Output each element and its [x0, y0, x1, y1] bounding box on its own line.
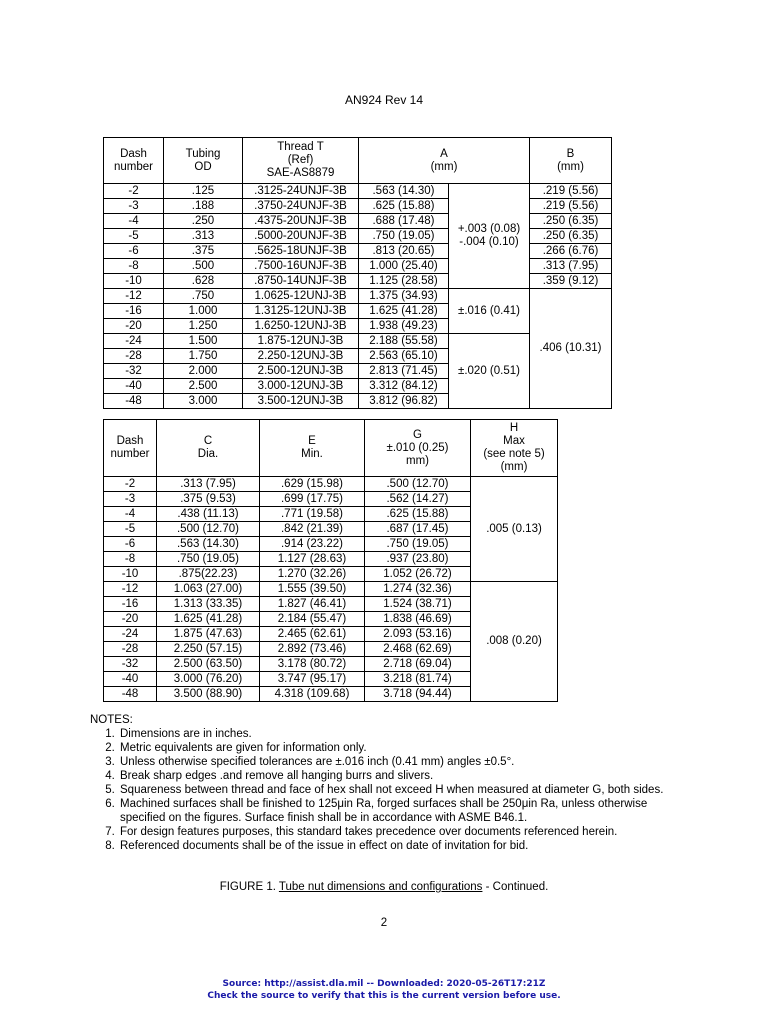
cell-thread: .4375-20UNJF-3B	[243, 214, 359, 229]
cell-tubing-od: .250	[164, 214, 243, 229]
cell-thread: .3125-24UNJF-3B	[243, 184, 359, 199]
dimensions-table-2	[103, 419, 558, 702]
cell-thread: .7500-16UNJF-3B	[243, 259, 359, 274]
header-text: Dash number	[114, 147, 153, 173]
cell-tubing-od: .750	[164, 289, 243, 304]
table-row	[104, 477, 558, 492]
table-row	[104, 582, 558, 597]
cell-dash-number: -32	[104, 657, 157, 672]
cell-g: 3.718 (94.44)	[365, 687, 471, 702]
cell-dash-number: -2	[104, 184, 164, 199]
table-row	[104, 184, 612, 199]
note-item: 2. Metric equivalents are given for information only.	[118, 741, 690, 755]
note-item: 5. Squareness between thread and face of hex shall not exceed H when measured at diameter G, both sides.	[118, 783, 690, 797]
cell-c-dia: 2.250 (57.15)	[157, 642, 260, 657]
cell-dash-number: -6	[104, 537, 157, 552]
table-row	[104, 274, 612, 289]
figure-caption	[0, 881, 768, 893]
cell-e-min: .914 (23.22)	[260, 537, 365, 552]
cell-c-dia: 3.000 (76.20)	[157, 672, 260, 687]
cell-g: .562 (14.27)	[365, 492, 471, 507]
page-number: 2	[380, 917, 388, 929]
cell-g: 2.468 (62.69)	[365, 642, 471, 657]
note-item: 6. Machined surfaces shall be finished to 125μin Ra, forged surfaces shall be 250μin Ra, unless otherwise specified on the figures. Surface finish shall be in accordance with ASME B46.1.	[118, 797, 690, 825]
cell-dash-number: -32	[104, 364, 164, 379]
cell-e-min: 1.555 (39.50)	[260, 582, 365, 597]
cell-thread: .3750-24UNJF-3B	[243, 199, 359, 214]
document-title: AN924 Rev 14	[344, 93, 424, 107]
caption-prefix: FIGURE 1.	[219, 881, 279, 893]
cell-dash-number: -6	[104, 244, 164, 259]
cell-a-tolerance: ±.016 (0.41)	[449, 289, 530, 334]
cell-tubing-od: 1.000	[164, 304, 243, 319]
cell-dash-number: -8	[104, 259, 164, 274]
header-text: A (mm)	[430, 147, 458, 173]
notes-section	[90, 713, 690, 853]
cell-dash-number: -5	[104, 229, 164, 244]
note-item: 4. Break sharp edges .and remove all hanging burrs and slivers.	[118, 769, 690, 783]
header-b	[530, 138, 612, 184]
cell-g: 1.274 (32.36)	[365, 582, 471, 597]
cell-c-dia: .313 (7.95)	[157, 477, 260, 492]
cell-tubing-od: .628	[164, 274, 243, 289]
cell-c-dia: .500 (12.70)	[157, 522, 260, 537]
note-item: 8. Referenced documents shall be of the issue in effect on date of invitation for bid.	[118, 839, 690, 853]
footer-check-line: Check the source to verify that this is the current version before use.	[207, 991, 561, 1001]
cell-tubing-od: .125	[164, 184, 243, 199]
cell-a-value: 1.000 (25.40)	[359, 259, 449, 274]
table-row	[104, 199, 612, 214]
cell-g: 1.524 (38.71)	[365, 597, 471, 612]
cell-b-value: .250 (6.35)	[530, 229, 612, 244]
cell-thread: 3.000-12UNJ-3B	[243, 379, 359, 394]
cell-tubing-od: .500	[164, 259, 243, 274]
cell-thread: 1.3125-12UNJ-3B	[243, 304, 359, 319]
table-row	[104, 289, 612, 304]
cell-thread: 1.6250-12UNJ-3B	[243, 319, 359, 334]
header-g	[365, 420, 471, 477]
cell-g: .500 (12.70)	[365, 477, 471, 492]
cell-e-min: 3.747 (95.17)	[260, 672, 365, 687]
cell-tubing-od: 2.500	[164, 379, 243, 394]
header-text: G ±.010 (0.25) mm)	[386, 428, 449, 467]
cell-c-dia: .438 (11.13)	[157, 507, 260, 522]
cell-dash-number: -40	[104, 672, 157, 687]
header-c-dia	[157, 420, 260, 477]
cell-dash-number: -2	[104, 477, 157, 492]
header-text: H Max (see note 5) (mm)	[483, 422, 545, 473]
caption-title: Tube nut dimensions and configurations	[278, 881, 483, 893]
cell-dash-number: -4	[104, 507, 157, 522]
cell-c-dia: 1.875 (47.63)	[157, 627, 260, 642]
cell-e-min: 1.127 (28.63)	[260, 552, 365, 567]
cell-c-dia: 1.625 (41.28)	[157, 612, 260, 627]
cell-thread: 3.500-12UNJ-3B	[243, 394, 359, 409]
source-footer	[0, 978, 768, 1002]
cell-a-value: .688 (17.48)	[359, 214, 449, 229]
cell-a-value: .563 (14.30)	[359, 184, 449, 199]
cell-c-dia: .875(22.23)	[157, 567, 260, 582]
header-text: E Min.	[301, 435, 323, 460]
cell-e-min: 1.827 (46.41)	[260, 597, 365, 612]
cell-a-tolerance: +.003 (0.08) -.004 (0.10)	[449, 184, 530, 289]
cell-a-value: 3.812 (96.82)	[359, 394, 449, 409]
footer-source-line: Source: http://assist.dla.mil -- Downloaded: 2020-05-26T17:21Z	[222, 979, 546, 989]
header-h-max	[471, 420, 558, 477]
cell-dash-number: -4	[104, 214, 164, 229]
cell-b-value: .313 (7.95)	[530, 259, 612, 274]
cell-a-value: .750 (19.05)	[359, 229, 449, 244]
cell-b-value: .219 (5.56)	[530, 184, 612, 199]
table-header-row	[104, 138, 612, 184]
cell-e-min: 1.270 (32.26)	[260, 567, 365, 582]
cell-b-value: .266 (6.76)	[530, 244, 612, 259]
cell-e-min: .699 (17.75)	[260, 492, 365, 507]
header-text: Tubing OD	[185, 147, 221, 173]
cell-g: .687 (17.45)	[365, 522, 471, 537]
cell-a-value: 2.563 (65.10)	[359, 349, 449, 364]
note-item: 3. Unless otherwise specified tolerances are ±.016 inch (0.41 mm) angles ±0.5°.	[118, 755, 690, 769]
cell-e-min: 4.318 (109.68)	[260, 687, 365, 702]
cell-tubing-od: .188	[164, 199, 243, 214]
cell-e-min: .842 (21.39)	[260, 522, 365, 537]
cell-e-min: 2.892 (73.46)	[260, 642, 365, 657]
header-dash-number	[104, 420, 157, 477]
cell-dash-number: -16	[104, 304, 164, 319]
cell-dash-number: -12	[104, 289, 164, 304]
note-item: 1. Dimensions are in inches.	[118, 727, 690, 741]
cell-tubing-od: .313	[164, 229, 243, 244]
cell-dash-number: -20	[104, 612, 157, 627]
cell-g: 1.052 (26.72)	[365, 567, 471, 582]
cell-thread: 1.875-12UNJ-3B	[243, 334, 359, 349]
cell-g: .750 (19.05)	[365, 537, 471, 552]
cell-e-min: .629 (15.98)	[260, 477, 365, 492]
cell-e-min: 2.184 (55.47)	[260, 612, 365, 627]
cell-g: .625 (15.88)	[365, 507, 471, 522]
cell-tubing-od: 1.500	[164, 334, 243, 349]
cell-a-value: 1.125 (28.58)	[359, 274, 449, 289]
cell-dash-number: -3	[104, 492, 157, 507]
cell-g: 2.093 (53.16)	[365, 627, 471, 642]
cell-a-tolerance: ±.020 (0.51)	[449, 334, 530, 409]
cell-dash-number: -28	[104, 642, 157, 657]
cell-h-max: .005 (0.13)	[471, 477, 558, 582]
notes-heading: NOTES:	[90, 714, 133, 726]
cell-a-value: .813 (20.65)	[359, 244, 449, 259]
cell-tubing-od: 3.000	[164, 394, 243, 409]
cell-dash-number: -20	[104, 319, 164, 334]
cell-c-dia: 2.500 (63.50)	[157, 657, 260, 672]
cell-g: 2.718 (69.04)	[365, 657, 471, 672]
cell-h-max: .008 (0.20)	[471, 582, 558, 702]
cell-g: .937 (23.80)	[365, 552, 471, 567]
cell-a-value: 1.375 (34.93)	[359, 289, 449, 304]
header-dash-number	[104, 138, 164, 184]
cell-dash-number: -48	[104, 394, 164, 409]
cell-a-value: .625 (15.88)	[359, 199, 449, 214]
table-header-row	[104, 420, 558, 477]
cell-e-min: 3.178 (80.72)	[260, 657, 365, 672]
cell-tubing-od: .375	[164, 244, 243, 259]
cell-dash-number: -28	[104, 349, 164, 364]
cell-c-dia: .375 (9.53)	[157, 492, 260, 507]
table-row	[104, 244, 612, 259]
cell-a-value: 2.813 (71.45)	[359, 364, 449, 379]
table-row	[104, 214, 612, 229]
cell-b-value: .219 (5.56)	[530, 199, 612, 214]
header-text: B (mm)	[557, 147, 584, 173]
cell-c-dia: .563 (14.30)	[157, 537, 260, 552]
header-tubing-od	[164, 138, 243, 184]
cell-g: 1.838 (46.69)	[365, 612, 471, 627]
cell-dash-number: -8	[104, 552, 157, 567]
cell-dash-number: -16	[104, 597, 157, 612]
cell-thread: 1.0625-12UNJ-3B	[243, 289, 359, 304]
cell-thread: 2.250-12UNJ-3B	[243, 349, 359, 364]
cell-thread: .8750-14UNJF-3B	[243, 274, 359, 289]
cell-e-min: 2.465 (62.61)	[260, 627, 365, 642]
cell-dash-number: -10	[104, 567, 157, 582]
header-text: Thread T (Ref) SAE-AS8879	[266, 141, 335, 179]
cell-c-dia: 1.063 (27.00)	[157, 582, 260, 597]
cell-e-min: .771 (19.58)	[260, 507, 365, 522]
cell-dash-number: -3	[104, 199, 164, 214]
header-text: Dash number	[110, 435, 150, 460]
cell-a-value: 1.938 (49.23)	[359, 319, 449, 334]
cell-dash-number: -5	[104, 522, 157, 537]
cell-dash-number: -48	[104, 687, 157, 702]
cell-b-value: .250 (6.35)	[530, 214, 612, 229]
cell-dash-number: -12	[104, 582, 157, 597]
cell-dash-number: -10	[104, 274, 164, 289]
cell-b-value: .359 (9.12)	[530, 274, 612, 289]
cell-thread: .5625-18UNJF-3B	[243, 244, 359, 259]
cell-g: 3.218 (81.74)	[365, 672, 471, 687]
note-item: 7. For design features purposes, this standard takes precedence over documents referenced herein.	[118, 825, 690, 839]
cell-dash-number: -24	[104, 627, 157, 642]
notes-list	[90, 727, 690, 853]
cell-tubing-od: 2.000	[164, 364, 243, 379]
cell-c-dia: 1.313 (33.35)	[157, 597, 260, 612]
cell-tubing-od: 1.750	[164, 349, 243, 364]
cell-a-value: 1.625 (41.28)	[359, 304, 449, 319]
cell-thread: 2.500-12UNJ-3B	[243, 364, 359, 379]
cell-c-dia: .750 (19.05)	[157, 552, 260, 567]
table-row	[104, 229, 612, 244]
cell-dash-number: -40	[104, 379, 164, 394]
cell-a-value: 2.188 (55.58)	[359, 334, 449, 349]
header-thread-t	[243, 138, 359, 184]
cell-b-value: .406 (10.31)	[530, 289, 612, 409]
caption-suffix: - Continued.	[482, 881, 549, 893]
cell-tubing-od: 1.250	[164, 319, 243, 334]
table-row	[104, 259, 612, 274]
cell-c-dia: 3.500 (88.90)	[157, 687, 260, 702]
dimensions-table-1	[103, 137, 612, 409]
cell-dash-number: -24	[104, 334, 164, 349]
cell-a-value: 3.312 (84.12)	[359, 379, 449, 394]
header-a	[359, 138, 530, 184]
cell-thread: .5000-20UNJF-3B	[243, 229, 359, 244]
header-text: C Dia.	[197, 435, 219, 460]
header-e-min	[260, 420, 365, 477]
